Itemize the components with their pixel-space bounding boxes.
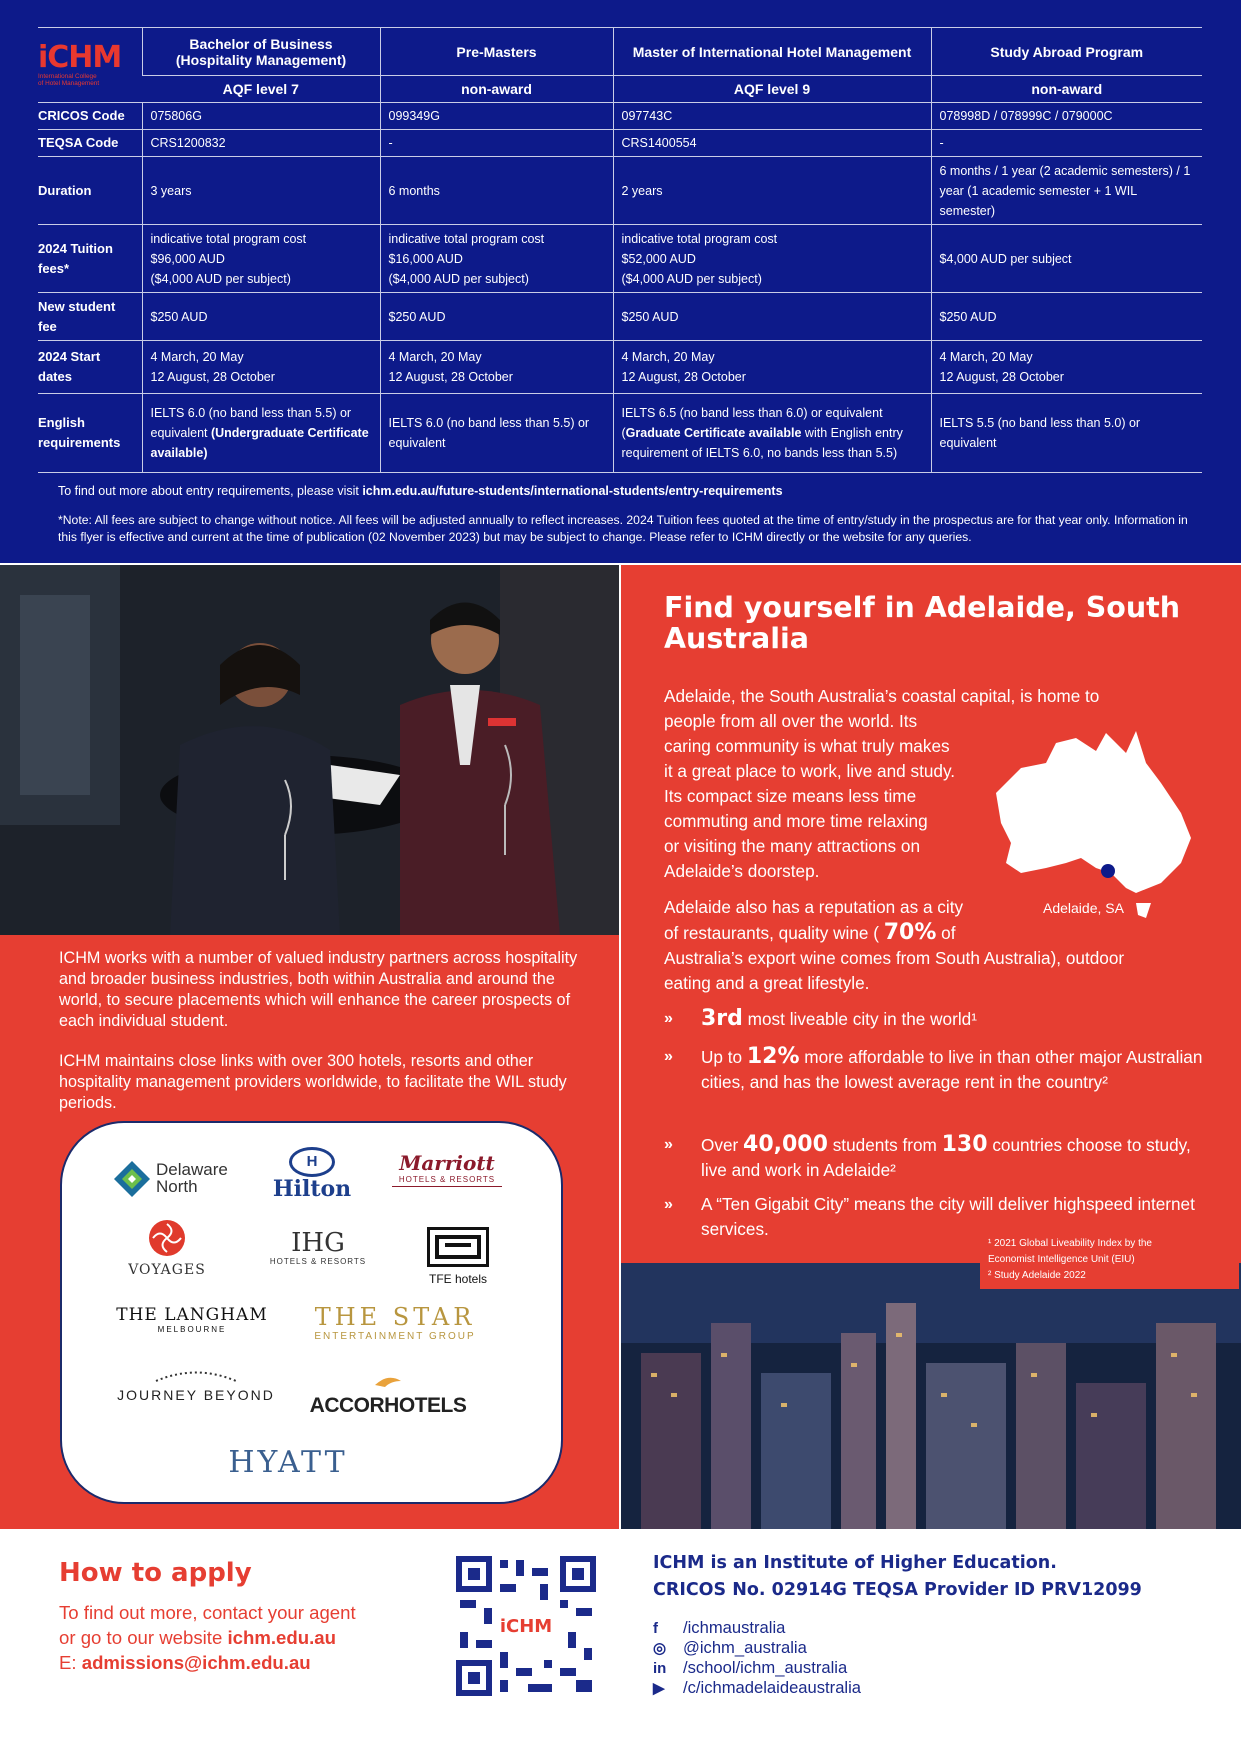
stat-value: 40,000 bbox=[743, 1132, 828, 1157]
row-label: 2024 Start dates bbox=[38, 341, 142, 394]
stat-value: 130 bbox=[941, 1132, 988, 1157]
paragraph-line: Adelaide’s doorstep. bbox=[664, 861, 820, 881]
table-cell bbox=[613, 394, 931, 473]
table-cell: $250 AUD bbox=[613, 293, 931, 341]
institute-info bbox=[653, 1550, 1142, 1604]
journey-beyond-arc-icon bbox=[151, 1370, 241, 1382]
table-cell: 4 March, 20 May 12 August, 28 October bbox=[931, 341, 1202, 394]
accorhotels-logo bbox=[298, 1375, 478, 1418]
english-req-text: IELTS 6.5 (no band less than 6.0) or equivalent ( bbox=[621, 406, 883, 440]
students-photo-illustration bbox=[0, 565, 619, 935]
ihg-name: IHG bbox=[291, 1228, 345, 1258]
social-handle: /school/ichm_australia bbox=[683, 1658, 848, 1677]
entry-requirements-note bbox=[58, 484, 783, 498]
table-cell: - bbox=[380, 130, 613, 157]
fees-note: *Note: All fees are subject to change without notice. All fees will be adjusted annually to reflect increases. 2024 Tuition fees quoted at the time of entry/study in the prospectus are for that year only. Information in this flyer is effective and current at the time of publication (02 November 2023) but may be subject to change. Please refer to ICHM directly or the website for any queries. bbox=[58, 513, 1188, 544]
table-row bbox=[38, 225, 1202, 293]
level-study-abroad: non-award bbox=[931, 76, 1202, 103]
social-handle: /ichmaustralia bbox=[683, 1618, 786, 1637]
header-pre-masters: Pre-Masters bbox=[380, 28, 613, 76]
table-cell: 2 years bbox=[613, 157, 931, 225]
table-cell: $250 AUD bbox=[931, 293, 1202, 341]
city-skyline-illustration bbox=[621, 1263, 1241, 1529]
chevron-icon: » bbox=[664, 1010, 673, 1027]
row-label: 2024 Tuition fees* bbox=[38, 225, 142, 293]
paragraph-line: Adelaide also has a reputation as a city bbox=[664, 897, 964, 917]
stat-text: students from bbox=[827, 1135, 942, 1155]
stat-value: 12% bbox=[746, 1044, 800, 1069]
program-table-section bbox=[0, 0, 1241, 563]
row-label: New student fee bbox=[38, 293, 142, 341]
paragraph-line: commuting and more time relaxing bbox=[664, 811, 928, 831]
tfe-hotels-icon bbox=[427, 1227, 489, 1267]
paragraph-line: it a great place to work, live and study. bbox=[664, 761, 956, 781]
institute-line: ICHM is an Institute of Higher Education. bbox=[653, 1553, 1057, 1573]
stat-bullet bbox=[664, 1006, 1204, 1032]
stat-70-percent: 70% bbox=[883, 920, 937, 945]
the-star-logo bbox=[300, 1303, 490, 1342]
table-cell: $4,000 AUD per subject bbox=[931, 225, 1202, 293]
adelaide-paragraph-2 bbox=[664, 895, 1224, 996]
row-label: CRICOS Code bbox=[38, 103, 142, 130]
table-cell: 3 years bbox=[142, 157, 380, 225]
stat-bullet bbox=[664, 1044, 1204, 1095]
ihg-logo bbox=[260, 1229, 376, 1266]
social-instagram[interactable] bbox=[653, 1638, 807, 1658]
table-row bbox=[38, 394, 1202, 473]
hilton-name: Hilton bbox=[272, 1176, 352, 1202]
delaware-north-name-2: North bbox=[156, 1177, 198, 1196]
table-cell: $250 AUD bbox=[142, 293, 380, 341]
adelaide-heading: Find yourself in Adelaide, South Australia bbox=[664, 591, 1181, 655]
voyages-name: VOYAGES bbox=[128, 1262, 206, 1278]
qr-code[interactable] bbox=[456, 1556, 596, 1696]
qr-center-logo: iCHM bbox=[499, 1616, 553, 1637]
accor-bird-icon bbox=[373, 1375, 403, 1389]
paragraph-line: Its compact size means less time bbox=[664, 786, 917, 806]
footnote-line: Economist Intelligence Unit (EIU) bbox=[988, 1254, 1135, 1265]
table-cell: 4 March, 20 May 12 August, 28 October bbox=[613, 341, 931, 394]
australia-shape bbox=[996, 731, 1191, 893]
contact-line bbox=[59, 1625, 356, 1650]
logo-subtitle-1: International College bbox=[38, 73, 97, 80]
stat-text: countries choose to study, live and work in Adelaide² bbox=[701, 1135, 1191, 1180]
partners-paragraph-1: ICHM works with a number of valued industry partners across hospitality and broader business industries, both within Australia and around the world, to secure placements which will enhance the career prospects of each individual student. bbox=[59, 949, 578, 1030]
journey-beyond-logo bbox=[116, 1369, 276, 1403]
partner-logos-panel bbox=[60, 1121, 563, 1504]
voyages-icon bbox=[148, 1219, 186, 1257]
header-bachelor: Bachelor of Business (Hospitality Management) bbox=[142, 28, 380, 76]
table-cell: indicative total program cost $52,000 AUD ($4,000 AUD per subject) bbox=[613, 225, 931, 293]
ichm-logo bbox=[38, 28, 142, 103]
table-cell: indicative total program cost $16,000 AUD ($4,000 AUD per subject) bbox=[380, 225, 613, 293]
contact-text: or go to our website bbox=[59, 1627, 228, 1648]
row-label: TEQSA Code bbox=[38, 130, 142, 157]
hilton-logo bbox=[262, 1147, 362, 1201]
marriott-logo bbox=[392, 1151, 502, 1187]
chevron-icon: » bbox=[664, 1196, 673, 1213]
paragraph-line: caring community is what truly makes bbox=[664, 736, 950, 756]
english-req-bold: (Undergraduate Certificate available) bbox=[150, 426, 369, 460]
social-handle: @ichm_australia bbox=[683, 1638, 807, 1657]
paragraph-line: or visiting the many attractions on bbox=[664, 836, 921, 856]
paragraph-line bbox=[664, 920, 1224, 946]
table-row bbox=[38, 157, 1202, 225]
map-label: Adelaide, SA bbox=[1043, 900, 1124, 916]
students-photo bbox=[0, 565, 619, 935]
footnote-line: ¹ 2021 Global Liveability Index by the bbox=[988, 1238, 1152, 1249]
hyatt-name: HYATT bbox=[228, 1445, 348, 1480]
contact-text: E: bbox=[59, 1652, 82, 1673]
logo-subtitle-2: of Hotel Management bbox=[38, 80, 100, 87]
langham-logo bbox=[112, 1305, 272, 1334]
cricos-line: CRICOS No. 02914G TEQSA Provider ID PRV12099 bbox=[653, 1580, 1142, 1600]
stat-value: 3rd bbox=[701, 1006, 743, 1031]
row-label: English requirements bbox=[38, 394, 142, 473]
table-cell: 4 March, 20 May 12 August, 28 October bbox=[380, 341, 613, 394]
social-handle: /c/ichmadelaideaustralia bbox=[683, 1678, 862, 1697]
chevron-icon: » bbox=[664, 1048, 673, 1065]
stat-text: Over bbox=[701, 1135, 744, 1155]
table-row bbox=[38, 341, 1202, 394]
facebook-icon: f bbox=[653, 1619, 658, 1637]
social-youtube[interactable] bbox=[653, 1678, 861, 1698]
row-label: Duration bbox=[38, 157, 142, 225]
paragraph-text: of bbox=[936, 923, 956, 943]
stat-text: most liveable city in the world¹ bbox=[742, 1009, 977, 1029]
contact-line: To find out more, contact your agent bbox=[59, 1602, 356, 1623]
table-row bbox=[38, 103, 1202, 130]
table-cell bbox=[142, 394, 380, 473]
journey-beyond-name: JOURNEY BEYOND bbox=[117, 1387, 275, 1403]
table-cell: $250 AUD bbox=[380, 293, 613, 341]
contact-line bbox=[59, 1650, 356, 1675]
adelaide-marker-icon bbox=[1101, 864, 1115, 878]
table-cell: 097743C bbox=[613, 103, 931, 130]
footnotes bbox=[980, 1233, 1239, 1289]
paragraph-text: of restaurants, quality wine ( bbox=[664, 923, 884, 943]
table-cell: 6 months bbox=[380, 157, 613, 225]
adelaide-city-photo bbox=[621, 1263, 1241, 1529]
social-linkedin[interactable] bbox=[653, 1658, 847, 1678]
linkedin-icon: in bbox=[653, 1659, 667, 1677]
delaware-north-name: Delaware bbox=[156, 1160, 228, 1179]
website-link[interactable]: ichm.edu.au bbox=[227, 1627, 336, 1648]
table-cell: CRS1400554 bbox=[613, 130, 931, 157]
english-req-text: IELTS 6.0 (no band less than 5.5) or equivalent bbox=[150, 406, 352, 440]
entry-requirements-link[interactable]: ichm.edu.au/future-students/international-students/entry-requirements bbox=[362, 484, 783, 498]
marriott-name: Marriott bbox=[399, 1151, 495, 1175]
marriott-subtitle: HOTELS & RESORTS bbox=[392, 1175, 502, 1187]
header-study-abroad: Study Abroad Program bbox=[931, 28, 1202, 76]
table-row bbox=[38, 293, 1202, 341]
english-req-text: with English entry requirement of IELTS 6.0, no bands less than 5.5) bbox=[621, 426, 903, 460]
australia-map bbox=[986, 723, 1206, 923]
table-cell: 078998D / 078999C / 079000C bbox=[931, 103, 1202, 130]
table-row bbox=[38, 130, 1202, 157]
level-pre-masters: non-award bbox=[380, 76, 613, 103]
how-to-apply-heading: How to apply bbox=[59, 1558, 252, 1588]
stat-text: more affordable to live in than other major Australian cities, and has the lowest average rent in the country² bbox=[701, 1047, 1203, 1092]
contact-info bbox=[59, 1600, 356, 1675]
langham-subtitle: MELBOURNE bbox=[157, 1325, 227, 1334]
email-link[interactable]: admissions@ichm.edu.au bbox=[81, 1652, 311, 1673]
paragraph-line: Australia’s export wine comes from South Australia), outdoor bbox=[664, 948, 1125, 968]
ihg-subtitle: HOTELS & RESORTS bbox=[269, 1257, 367, 1266]
hyatt-logo bbox=[218, 1445, 358, 1480]
adelaide-section bbox=[621, 565, 1241, 1263]
paragraph-line: Adelaide, the South Australia’s coastal capital, is home to bbox=[664, 686, 1100, 706]
stat-text: Up to bbox=[701, 1047, 747, 1067]
table-cell: IELTS 5.5 (no band less than 5.0) or equivalent bbox=[931, 394, 1202, 473]
header-master: Master of International Hotel Management bbox=[613, 28, 931, 76]
hilton-icon: H bbox=[289, 1147, 335, 1177]
footnote-line: ² Study Adelaide 2022 bbox=[988, 1270, 1086, 1281]
delaware-north-icon bbox=[112, 1159, 152, 1199]
paragraph-line: eating and a great lifestyle. bbox=[664, 973, 870, 993]
program-table bbox=[38, 27, 1202, 473]
table-cell: CRS1200832 bbox=[142, 130, 380, 157]
table-cell: 4 March, 20 May 12 August, 28 October bbox=[142, 341, 380, 394]
table-cell: - bbox=[931, 130, 1202, 157]
paragraph-line: people from all over the world. Its bbox=[664, 711, 918, 731]
chevron-icon: » bbox=[664, 1136, 673, 1153]
table-cell: 099349G bbox=[380, 103, 613, 130]
english-req-bold: Graduate Certificate available bbox=[625, 426, 802, 440]
tfe-hotels-logo bbox=[418, 1227, 498, 1286]
accorhotels-name: ACCORHOTELS bbox=[309, 1394, 467, 1417]
logo-mark: iCHM bbox=[38, 40, 122, 75]
table-cell: 6 months / 1 year (2 academic semesters) / 1 year (1 academic semester + 1 WIL semester) bbox=[931, 157, 1202, 225]
tfe-hotels-name: TFE hotels bbox=[428, 1272, 488, 1286]
stat-text: A “Ten Gigabit City” means the city will deliver highspeed internet services. bbox=[701, 1194, 1195, 1239]
table-cell: 075806G bbox=[142, 103, 380, 130]
stat-bullet bbox=[664, 1132, 1204, 1183]
table-cell: IELTS 6.0 (no band less than 5.5) or equivalent bbox=[380, 394, 613, 473]
voyages-logo bbox=[122, 1219, 212, 1278]
instagram-icon: ◎ bbox=[653, 1640, 667, 1657]
the-star-subtitle: ENTERTAINMENT GROUP bbox=[314, 1331, 476, 1342]
entry-note-text: To find out more about entry requirements, please visit bbox=[58, 484, 363, 498]
table-cell: indicative total program cost $96,000 AUD ($4,000 AUD per subject) bbox=[142, 225, 380, 293]
social-facebook[interactable] bbox=[653, 1618, 785, 1638]
youtube-icon: ▶ bbox=[653, 1680, 665, 1697]
langham-name: THE LANGHAM bbox=[116, 1305, 268, 1325]
the-star-name: THE STAR bbox=[314, 1303, 476, 1331]
level-bachelor: AQF level 7 bbox=[142, 76, 380, 103]
level-master: AQF level 9 bbox=[613, 76, 931, 103]
partners-paragraph-2: ICHM maintains close links with over 300 hotels, resorts and other hospitality management providers worldwide, to facilitate the WIL study periods. bbox=[59, 1052, 567, 1112]
